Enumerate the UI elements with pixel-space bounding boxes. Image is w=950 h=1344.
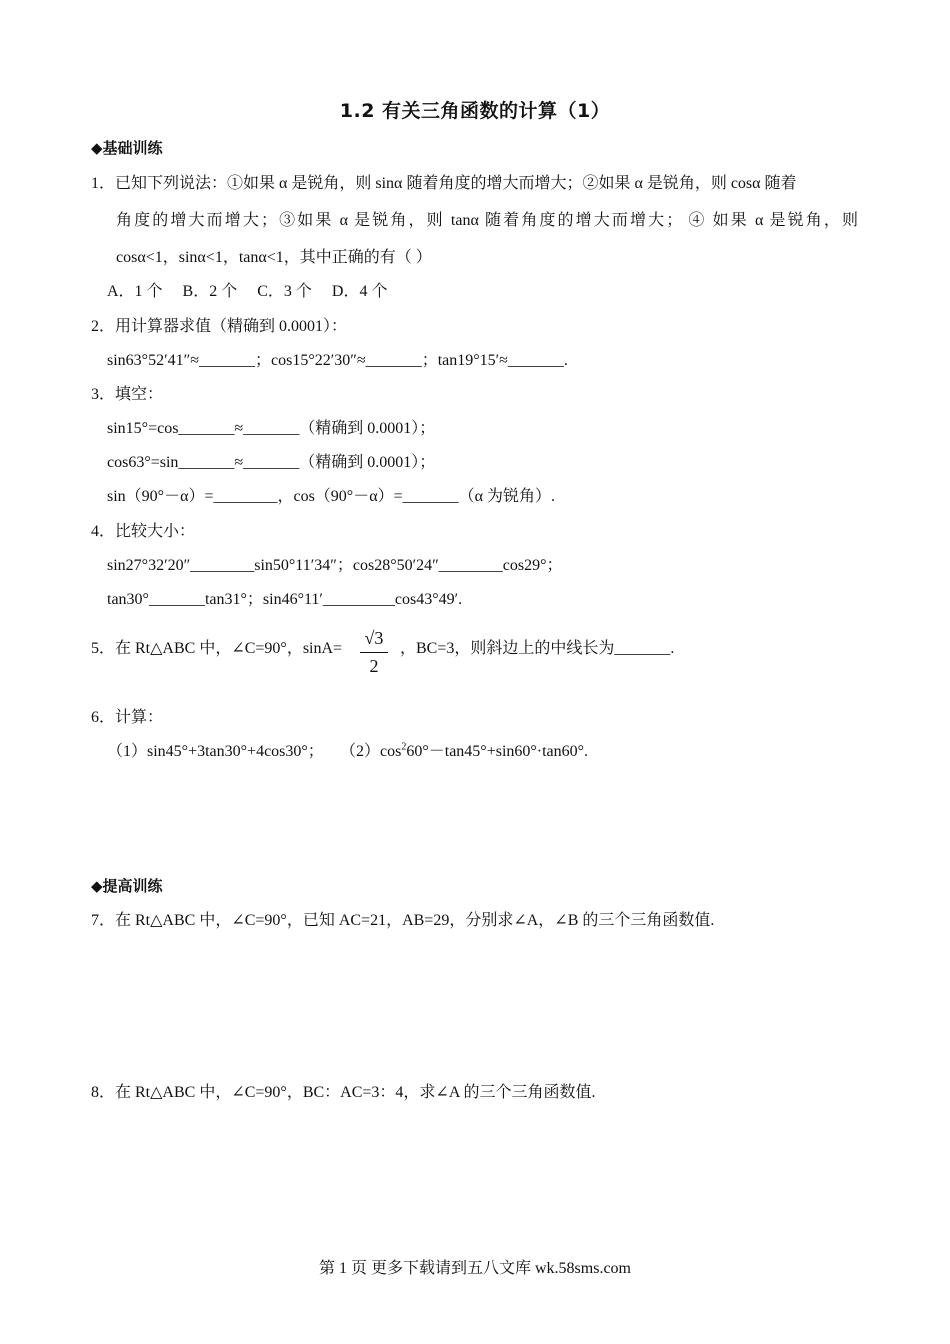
question-5-text-before: 5．在 Rt△ABC 中，∠C=90°，sinA= <box>91 640 343 657</box>
question-6-stem: 6．计算： <box>91 709 164 726</box>
question-6-part-2 <box>340 738 588 761</box>
question-6-part-2-post: 60°－tan45°+sin60°·tan60°. <box>406 743 589 760</box>
question-5-text-after: ，BC=3，则斜边上的中线长为_______. <box>400 640 675 657</box>
question-2-stem: 2．用计算器求值（精确到 0.0001）： <box>91 318 348 335</box>
question-4-line-2: tan30°_______tan31°；sin46°11′_________cos43°49′. <box>107 591 463 608</box>
page-footer: 第 1 页 更多下载请到五八文库 wk.58sms.com <box>318 1260 631 1277</box>
question-2-line-1: sin63°52′41″≈_______；cos15°22′30″≈_______；tan19°15′≈_______. <box>107 352 568 369</box>
section-heading-basic: ◆基础训练 <box>91 139 163 157</box>
square-superscript: 2 <box>401 741 407 753</box>
question-3-line-1: sin15°=cos_______≈_______（精确到 0.0001）； <box>107 420 436 437</box>
question-4-stem: 4．比较大小： <box>91 523 196 540</box>
sqrt3-over-2-fraction <box>360 628 388 677</box>
question-1-options: A．1 个 B．2 个 C．3 个 D．4 个 <box>107 283 388 300</box>
question-1-line-1: 1．已知下列说法：①如果 α 是锐角，则 sinα 随着角度的增大而增大；②如果 α 是锐角，则 cosα 随着 <box>91 175 797 192</box>
question-7: 7．在 Rt△ABC 中，∠C=90°，已知 AC=21，AB=29，分别求∠A，∠B 的三个三角函数值. <box>91 912 715 929</box>
question-3-stem: 3．填空： <box>91 386 164 403</box>
question-3-line-3: sin（90°－α）=________，cos（90°－α）=_______（α 为锐角）. <box>107 488 555 505</box>
question-3-line-2: cos63°=sin_______≈_______（精确到 0.0001）； <box>107 454 436 471</box>
section-heading-advanced: ◆提高训练 <box>91 877 163 895</box>
question-1-line-2: 角度的增大而增大；③如果 α 是锐角，则 tanα 随着角度的增大而增大； ④ 如果 α 是锐角，则 <box>116 212 858 229</box>
question-1-line-3: cosα<1，sinα<1，tanα<1，其中正确的有（ ） <box>116 249 432 266</box>
question-4-line-1: sin27°32′20″________sin50°11′34″；cos28°50′24″________cos29°； <box>107 557 563 574</box>
question-6-part-1: （1）sin45°+3tan30°+4cos30°； <box>107 743 324 760</box>
question-6-part-2-pre: （2）cos <box>340 743 402 760</box>
fraction-numerator: √3 <box>360 628 388 653</box>
question-8: 8．在 Rt△ABC 中，∠C=90°，BC：AC=3：4，求∠A 的三个三角函数值. <box>91 1084 596 1101</box>
fraction-denominator: 2 <box>369 656 379 676</box>
page-title: 1.2 有关三角函数的计算（1） <box>339 100 611 122</box>
